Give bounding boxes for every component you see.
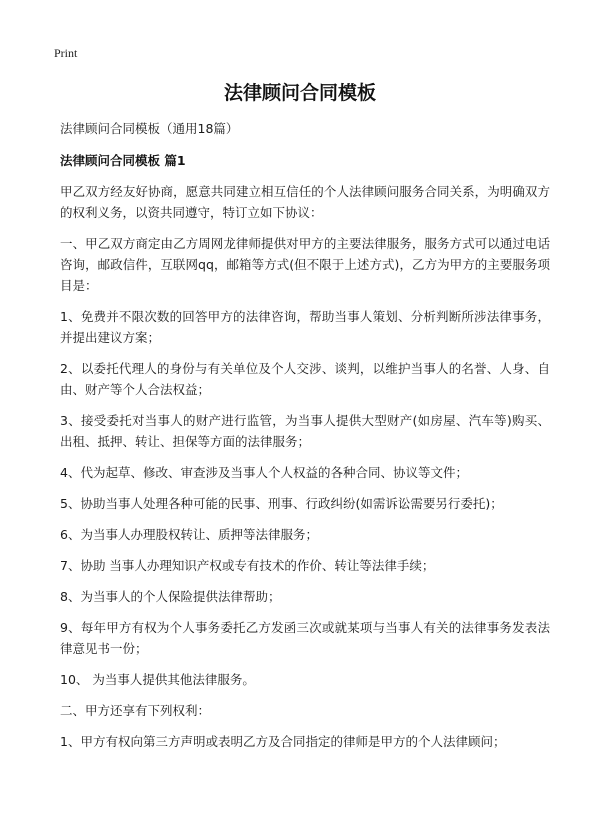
paragraph-right-1: 1、甲方有权向第三方声明或表明乙方及合同指定的律师是甲方的个人法律顾问；: [60, 734, 506, 749]
document-subtitle: 法律顾问合同模板（通用18篇）: [60, 121, 239, 136]
document-title: 法律顾问合同模板: [223, 82, 376, 104]
paragraph-clause-1: 一、甲乙双方商定由乙方周网龙律师提供对甲方的主要法律服务，服务方式可以通过电话咨询，邮政信件，互联网qq，邮箱等方式(但不限于上述方式)，乙方为甲方的主要服务项目是：: [60, 236, 550, 293]
print-label[interactable]: Print: [54, 46, 78, 60]
paragraph-item-6: 6、为当事人办理股权转让、质押等法律服务；: [60, 527, 318, 542]
paragraph-item-7: 7、协助 当事人办理知识产权或专有技术的作价、转让等法律手续；: [60, 558, 435, 573]
paragraph-item-1: 1、免费并不限次数的回答甲方的法律咨询，帮助当事人策划、分析判断所涉法律事务，并提出建议方案；: [60, 309, 550, 345]
paragraph-item-3: 3、接受委托对当事人的财产进行监管，为当事人提供大型财产(如房屋、汽车等)购买、出租、抵押、转让、担保等方面的法律服务；: [60, 413, 550, 449]
section-heading: 法律顾问合同模板 篇1: [60, 153, 186, 168]
paragraph-item-5: 5、协助当事人处理各种可能的民事、刑事、行政纠纷(如需诉讼需要另行委托)；: [60, 496, 503, 511]
paragraph-item-4: 4、代为起草、修改、审查涉及当事人个人权益的各种合同、协议等文件；: [60, 465, 468, 480]
paragraph-item-2: 2、以委托代理人的身份与有关单位及个人交涉、谈判，以维护当事人的名誉、人身、自由、财产等个人合法权益；: [60, 361, 550, 397]
paragraph-item-8: 8、为当事人的个人保险提供法律帮助；: [60, 589, 281, 604]
paragraph-item-10: 10、 为当事人提供其他法律服务。: [60, 672, 255, 687]
paragraph-intro: 甲乙双方经友好协商，愿意共同建立相互信任的个人法律顾问服务合同关系，为明确双方的权利义务，以资共同遵守，特订立如下协议：: [60, 184, 550, 220]
document-body: [60, 181, 550, 762]
paragraph-item-9: 9、每年甲方有权为个人事务委托乙方发函三次或就某项与当事人有关的法律事务发表法律意见书一份；: [60, 620, 550, 656]
paragraph-clause-2: 二、甲方还享有下列权利：: [60, 703, 211, 718]
